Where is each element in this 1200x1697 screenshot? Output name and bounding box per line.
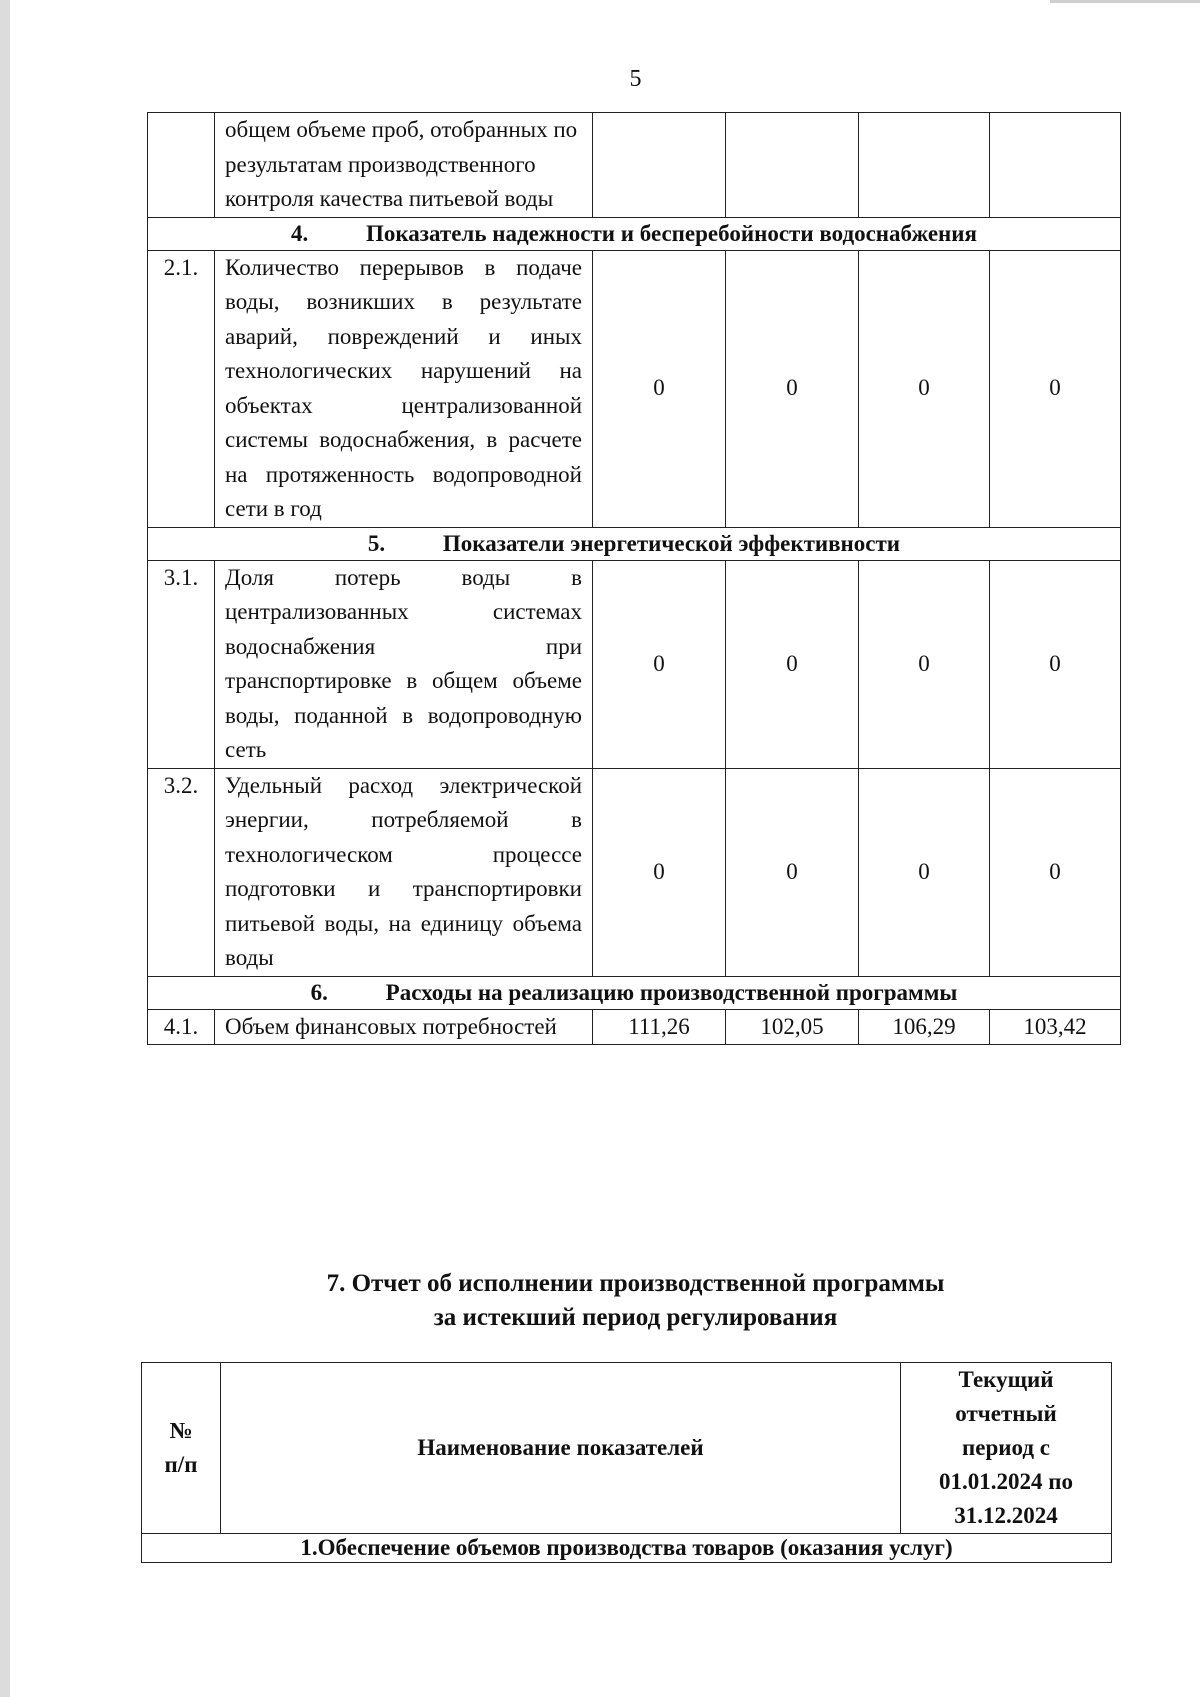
indicators-table [147, 112, 1121, 1045]
report-table [141, 1362, 1112, 1563]
section-number: 4. [290, 220, 309, 246]
section-title: Расходы на реализацию производственной программы [385, 979, 958, 1005]
value-cell: 111,26 [593, 1009, 726, 1045]
section-number: 5. [367, 530, 386, 556]
value-cell: 103,42 [990, 1009, 1121, 1045]
table-row [148, 768, 1121, 976]
table-row [148, 1009, 1121, 1045]
section-number: 6. [310, 979, 328, 1005]
section-row [148, 217, 1121, 250]
section-title: 1.Обеспечение объемов производства товаров (оказания услуг) [142, 1534, 1112, 1563]
table-header-row [142, 1363, 1112, 1534]
value-cell: 0 [990, 768, 1121, 976]
scan-edge-left [0, 0, 10, 1697]
table-row [148, 250, 1121, 527]
section-title: Показатели энергетической эффективности [442, 530, 901, 556]
value-cell: 0 [859, 560, 990, 768]
indicator-name: Количество перерывов в подаче воды, возникших в результате аварий, повреждений и иных технологических нарушений на объектах централизованной системы водоснабжения, в расчете на протяженность водопроводной сети в год [215, 250, 593, 527]
column-header-period: Текущий отчетный период с 01.01.2024 по 31.12.2024 [901, 1363, 1112, 1534]
row-number: 2.1. [148, 250, 215, 527]
value-cell: 106,29 [859, 1009, 990, 1045]
value-cell: 0 [990, 250, 1121, 527]
page-number: 5 [629, 66, 642, 92]
section-row [148, 976, 1121, 1009]
column-header-name: Наименование показателей [221, 1363, 901, 1534]
report-title-line: 7. Отчет об исполнении производственной программы [326, 1270, 945, 1297]
value-cell: 0 [726, 250, 859, 527]
continuation-text: общем объеме проб, отобранных по результатам производственного контроля качества питьевой воды [215, 113, 593, 218]
value-cell: 0 [726, 768, 859, 976]
value-cell: 0 [859, 768, 990, 976]
row-number: 3.2. [148, 768, 215, 976]
value-cell: 0 [726, 560, 859, 768]
section-title: Показатель надежности и бесперебойности водоснабжения [365, 220, 978, 246]
indicator-name: Удельный расход электрической энергии, потребляемой в технологическом процессе подготовки и транспортировки питьевой воды, на единицу объема воды [215, 768, 593, 976]
column-header-number: № п/п [142, 1363, 221, 1534]
value-cell: 0 [593, 768, 726, 976]
table-row [148, 560, 1121, 768]
scan-edge-top [1050, 0, 1200, 3]
report-title [0, 1267, 1200, 1335]
indicator-name: Доля потерь воды в централизованных системах водоснабжения при транспортировке в общем объеме воды, поданной в водопроводную сеть [215, 560, 593, 768]
indicator-name: Объем финансовых потребностей [215, 1009, 593, 1045]
value-cell: 0 [990, 560, 1121, 768]
value-cell: 0 [593, 250, 726, 527]
row-number: 3.1. [148, 560, 215, 768]
value-cell: 0 [593, 560, 726, 768]
value-cell: 102,05 [726, 1009, 859, 1045]
table-row [148, 113, 1121, 218]
report-title-line: за истекший период регулирования [433, 1304, 838, 1331]
value-cell: 0 [859, 250, 990, 527]
section-row [148, 527, 1121, 560]
section-row [142, 1534, 1112, 1563]
row-number: 4.1. [148, 1009, 215, 1045]
